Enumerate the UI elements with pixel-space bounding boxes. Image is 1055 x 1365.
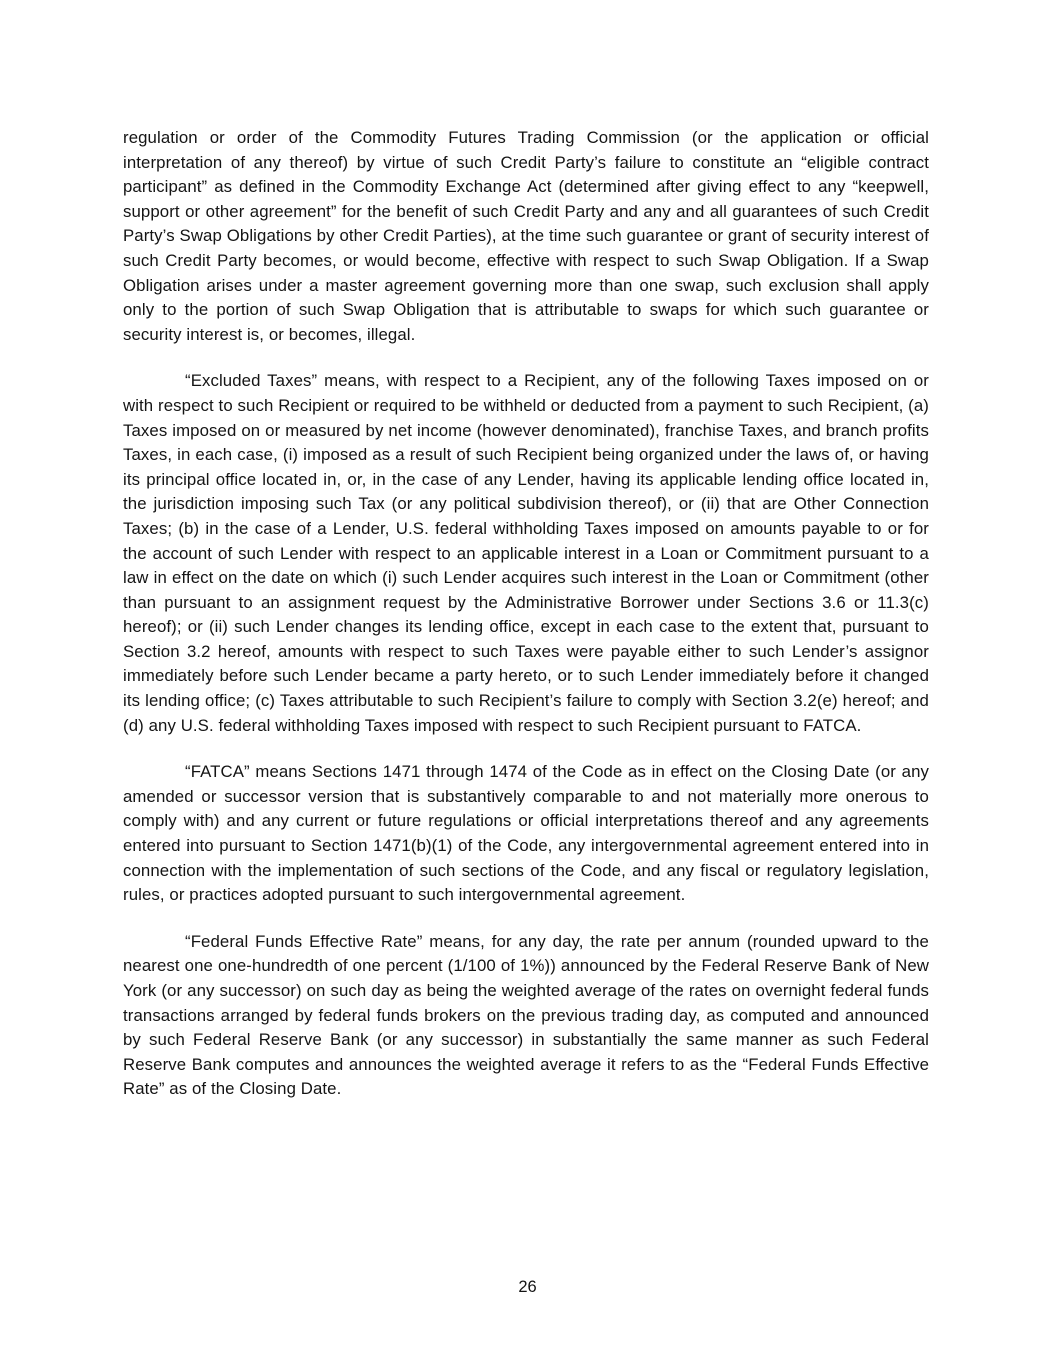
paragraph-swap-obligation-exclusion: regulation or order of the Commodity Futures Trading Commission (or the application or official interpretation of any thereof) by virtue of such Credit Party’s failure to constitute an “eligible contract participant” as defined in the Commodity Exchange Act (determined after giving effect to any “keepwell, support or other agreement” for the benefit of such Credit Party and any and all guarantees of such Credit Party’s Swap Obligations by other Credit Parties), at the time such guarantee or grant of security interest of such Credit Party becomes, or would become, effective with respect to such Swap Obligation. If a Swap Obligation arises under a master agreement governing more than one swap, such exclusion shall apply only to the portion of such Swap Obligation that is attributable to swaps for which such guarantee or security interest is, or becomes, illegal. (123, 128, 929, 344)
document-body (123, 126, 929, 1124)
page-number: 26 (518, 1278, 537, 1296)
definition-excluded-taxes: “Excluded Taxes” means, with respect to a Recipient, any of the following Taxes imposed on or with respect to such Recipient or required to be withheld or deducted from a payment to such Recipient, (a) Taxes imposed on or measured by net income (however denominated), franchise Taxes, and branch profits Taxes, in each case, (i) imposed as a result of such Recipient being organized under the laws of, or having its principal office located in, or, in the case of any Lender, having its applicable lending office located in, the jurisdiction imposing such Tax (or any political subdivision thereof), or (ii) that are Other Connection Taxes; (b) in the case of a Lender, U.S. federal withholding Taxes imposed on amounts payable to or for the account of such Lender with respect to an applicable interest in a Loan or Commitment pursuant to a law in effect on the date on which (i) such Lender acquires such interest in the Loan or Commitment (other than pursuant to an assignment request by the Administrative Borrower under Sections 3.6 or 11.3(c) hereof); or (ii) such Lender changes its lending office, except in each case to the extent that, pursuant to Section 3.2 hereof, amounts with respect to such Taxes were payable either to such Lender’s assignor immediately before such Lender became a party hereto, or to such Lender immediately before it changed its lending office; (c) Taxes attributable to such Recipient’s failure to comply with Section 3.2(e) hereof; and (d) any U.S. federal withholding Taxes imposed with respect to such Recipient pursuant to FATCA. (123, 371, 929, 735)
definition-federal-funds-effective-rate: “Federal Funds Effective Rate” means, for any day, the rate per annum (rounded upward to the nearest one one-hundredth of one percent (1/100 of 1%)) announced by the Federal Reserve Bank of New York (or any successor) on such day as being the weighted average of the rates on overnight federal funds transactions arranged by federal funds brokers on the previous trading day, as computed and announced by such Federal Reserve Bank (or any successor) in substantially the same manner as such Federal Reserve Bank computes and announces the weighted average it refers to as the “Federal Funds Effective Rate” as of the Closing Date. (123, 931, 929, 1099)
definition-fatca: “FATCA” means Sections 1471 through 1474 of the Code as in effect on the Closing Date (or any amended or successor version that is substantively comparable to and not materially more onerous to comply with) and any current or future regulations or official interpretations thereof and any agreements entered into pursuant to Section 1471(b)(1) of the Code, any intergovernmental agreement entered into in connection with the implementation of such sections of the Code, and any fiscal or regulatory legislation, rules, or practices adopted pursuant to such intergovernmental agreement. (123, 762, 929, 905)
